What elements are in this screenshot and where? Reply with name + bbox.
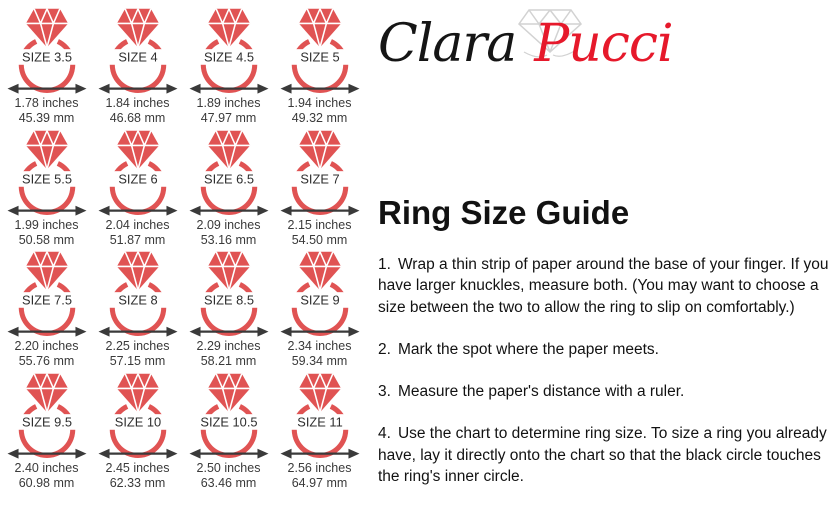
ring-size-cell bbox=[274, 128, 365, 248]
ring-inches: 1.99 inches bbox=[14, 218, 79, 232]
ring-inches: 2.45 inches bbox=[105, 461, 170, 475]
ring-mm: 47.97 mm bbox=[200, 111, 257, 125]
size-label: SIZE 9.5 bbox=[21, 414, 72, 430]
ring-mm: 60.98 mm bbox=[18, 476, 75, 490]
ring-inches: 1.89 inches bbox=[196, 96, 261, 110]
ring-grid-row-1 bbox=[1, 6, 369, 126]
ring-diagram bbox=[92, 371, 184, 461]
ring-mm: 55.76 mm bbox=[18, 354, 75, 368]
ring-mm: 46.68 mm bbox=[109, 111, 166, 125]
ring-inches: 2.50 inches bbox=[196, 461, 261, 475]
ring-measurements bbox=[288, 96, 352, 126]
ring-size-cell bbox=[92, 249, 183, 369]
ring-measurements bbox=[15, 218, 79, 248]
ring-diagram bbox=[274, 128, 366, 218]
ring-inches: 2.34 inches bbox=[287, 339, 352, 353]
ring-mm: 58.21 mm bbox=[200, 354, 257, 368]
size-label: SIZE 9 bbox=[299, 292, 340, 308]
ring-inches: 2.09 inches bbox=[196, 218, 261, 232]
ring-grid-row-2 bbox=[1, 128, 369, 248]
ring-measurements bbox=[106, 96, 170, 126]
ring-mm: 54.50 mm bbox=[291, 233, 348, 247]
step-text: Use the chart to determine ring size. To size a ring you already have, lay it directly onto the chart so that the black circle touches the ring's inner circle. bbox=[378, 425, 827, 486]
ring-mm: 63.46 mm bbox=[200, 476, 257, 490]
ring-mm: 64.97 mm bbox=[291, 476, 348, 490]
ring-size-cell bbox=[1, 128, 92, 248]
ring-mm: 50.58 mm bbox=[18, 233, 75, 247]
ring-inches: 2.40 inches bbox=[14, 461, 79, 475]
ring-grid-row-4 bbox=[1, 371, 369, 491]
ring-measurements bbox=[197, 461, 261, 491]
ring-size-cell bbox=[183, 371, 274, 491]
ring-inches: 1.94 inches bbox=[287, 96, 352, 110]
ring-size-cell bbox=[92, 6, 183, 126]
size-label: SIZE 5 bbox=[299, 49, 340, 65]
ring-diagram bbox=[183, 128, 275, 218]
step-number: 2. bbox=[378, 340, 391, 358]
ring-mm: 53.16 mm bbox=[200, 233, 257, 247]
ring-inches: 2.29 inches bbox=[196, 339, 261, 353]
ring-mm: 49.32 mm bbox=[291, 111, 348, 125]
ring-size-cell bbox=[274, 6, 365, 126]
step-text: Mark the spot where the paper meets. bbox=[397, 340, 659, 358]
ring-diagram bbox=[1, 128, 93, 218]
page-title: Ring Size Guide bbox=[378, 194, 630, 231]
ring-size-cell bbox=[183, 249, 274, 369]
instruction-step-3 bbox=[378, 381, 839, 402]
size-label: SIZE 3.5 bbox=[21, 49, 72, 65]
step-number: 1. bbox=[378, 256, 391, 273]
ring-diagram bbox=[1, 6, 93, 96]
instruction-step-4 bbox=[378, 423, 839, 487]
ring-size-cell bbox=[183, 128, 274, 248]
ring-diagram bbox=[183, 371, 275, 461]
ring-inches: 2.56 inches bbox=[287, 461, 352, 475]
ring-diagram bbox=[92, 128, 184, 218]
ring-inches: 2.20 inches bbox=[14, 339, 79, 353]
step-text: Measure the paper's distance with a ruler. bbox=[397, 383, 685, 401]
size-label: SIZE 6.5 bbox=[203, 171, 254, 187]
ring-size-cell bbox=[274, 371, 365, 491]
size-label: SIZE 11 bbox=[296, 414, 343, 430]
size-label: SIZE 8 bbox=[117, 292, 158, 308]
instruction-step-1 bbox=[378, 254, 839, 318]
ring-size-cell bbox=[92, 128, 183, 248]
ring-size-cell bbox=[183, 6, 274, 126]
ring-mm: 59.34 mm bbox=[291, 354, 348, 368]
brand-word-clara: Clara bbox=[378, 14, 517, 74]
ring-measurements bbox=[15, 96, 79, 126]
ring-measurements bbox=[106, 339, 170, 369]
ring-measurements bbox=[15, 461, 79, 491]
ring-inches: 1.84 inches bbox=[105, 96, 170, 110]
ring-diagram bbox=[274, 249, 366, 339]
brand-word-pucci: Pucci bbox=[534, 14, 673, 74]
ring-mm: 62.33 mm bbox=[109, 476, 166, 490]
brand-logo bbox=[378, 2, 838, 98]
ring-grid-row-3 bbox=[1, 249, 369, 369]
ring-mm: 45.39 mm bbox=[18, 111, 75, 125]
ring-mm: 57.15 mm bbox=[109, 354, 166, 368]
step-text: Wrap a thin strip of paper around the base of your finger. If you have larger knuckles, measure both. (You may want to choose a size between the two to allow the ring to slip on comfortably.) bbox=[378, 256, 829, 316]
ring-mm: 51.87 mm bbox=[109, 233, 166, 247]
instruction-step-2 bbox=[378, 339, 839, 360]
size-label: SIZE 4 bbox=[117, 49, 158, 65]
ring-diagram bbox=[183, 6, 275, 96]
size-label: SIZE 7.5 bbox=[21, 292, 72, 308]
ring-size-cell bbox=[274, 249, 365, 369]
ring-measurements bbox=[288, 461, 352, 491]
ring-measurements bbox=[15, 339, 79, 369]
ring-inches: 1.78 inches bbox=[14, 96, 79, 110]
step-number: 4. bbox=[378, 425, 391, 443]
ring-size-cell bbox=[1, 371, 92, 491]
instructions bbox=[378, 254, 839, 508]
size-label: SIZE 7 bbox=[299, 171, 340, 187]
ring-inches: 2.15 inches bbox=[287, 218, 352, 232]
ring-measurements bbox=[288, 339, 352, 369]
step-number: 3. bbox=[378, 383, 391, 401]
ring-measurements bbox=[106, 461, 170, 491]
ring-inches: 2.25 inches bbox=[105, 339, 170, 353]
ring-diagram bbox=[274, 6, 366, 96]
ring-size-cell bbox=[92, 371, 183, 491]
ring-inches: 2.04 inches bbox=[105, 218, 170, 232]
ring-diagram bbox=[92, 249, 184, 339]
ring-size-cell bbox=[1, 6, 92, 126]
ring-diagram bbox=[92, 6, 184, 96]
ring-diagram bbox=[1, 371, 93, 461]
size-label: SIZE 8.5 bbox=[203, 292, 254, 308]
ring-measurements bbox=[288, 218, 352, 248]
size-label: SIZE 5.5 bbox=[21, 171, 72, 187]
ring-diagram bbox=[274, 371, 366, 461]
ring-measurements bbox=[197, 339, 261, 369]
size-label: SIZE 4.5 bbox=[203, 49, 254, 65]
ring-diagram bbox=[1, 249, 93, 339]
size-label: SIZE 6 bbox=[117, 171, 158, 187]
brand-name bbox=[378, 14, 673, 74]
ring-measurements bbox=[197, 96, 261, 126]
size-label: SIZE 10.5 bbox=[199, 414, 258, 430]
size-label: SIZE 10 bbox=[114, 414, 161, 430]
ring-diagram bbox=[183, 249, 275, 339]
ring-measurements bbox=[106, 218, 170, 248]
ring-size-cell bbox=[1, 249, 92, 369]
ring-measurements bbox=[197, 218, 261, 248]
